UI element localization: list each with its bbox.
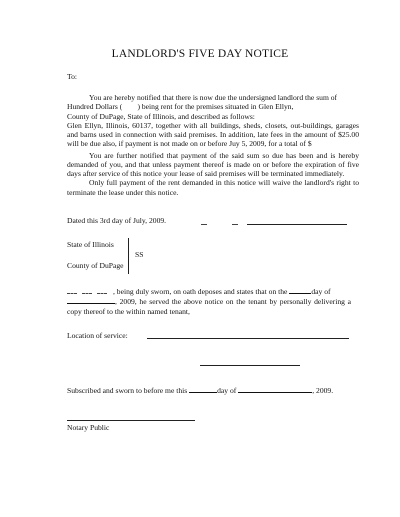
- venue-bracket: [128, 238, 129, 274]
- subscribed-text-a: Subscribed and sworn to before me this: [67, 386, 188, 395]
- sworn-paragraph: [67, 286, 351, 316]
- notice-text: Hundred Dollars (: [67, 102, 123, 112]
- subscribed-month-blank: [238, 385, 312, 393]
- notice-paragraph-3: Only full payment of the rent demanded in this notice will waive the landlord's right to terminate the lease under this notice.: [67, 178, 359, 197]
- subscribed-day-blank: [189, 385, 217, 393]
- service-day-blank: [289, 286, 311, 294]
- subscribed-text: [67, 385, 333, 395]
- dated-text: Dated this 3rd day of July, 2009.: [67, 216, 167, 225]
- dated-dash: [232, 224, 238, 225]
- subscribed-text-c: , 2009.: [312, 386, 334, 395]
- notice-text: County of DuPage, State of Illinois, and described as follows:: [67, 111, 255, 121]
- notice-paragraph-2: You are further notified that payment of the said sum so due has been and is hereby demanded of you, and that unless payment thereof is made on or before the expiration of five days after service of this notice your lease of said premises will be terminated immediately.: [67, 150, 359, 178]
- ss-label: SS: [135, 250, 144, 259]
- service-month-blank: [67, 296, 115, 304]
- notice-text: ) being rent for the premises situated in Glen Ellyn,: [137, 102, 294, 112]
- affiant-signature-line: [200, 365, 300, 366]
- location-label: Location of service:: [67, 331, 128, 340]
- notice-text: Glen Ellyn, Illinois, 60137, together with all buildings, sheds, closets, out-buildings, garages and barns used in connection with said premises. In addition, late fees in the amount of $25.00 will be due also, if payment is not made on or before Juy 5, 2009, for a total of $: [67, 120, 359, 149]
- subscribed-text-b: day of: [217, 386, 237, 395]
- county-label: County of DuPage: [67, 261, 124, 270]
- notice-paragraph-1: [67, 93, 359, 112]
- dated-dash: [201, 224, 207, 225]
- to-label: To:: [67, 72, 78, 81]
- sworn-text: , 2009, he served the above notice on the tenant by personally delivering a copy thereof to the within named tenant,: [67, 297, 351, 316]
- notice-paragraph-1-cont: [67, 112, 359, 149]
- sworn-text: day of: [311, 287, 331, 296]
- signature-line-landlord: [247, 224, 347, 225]
- notary-label: Notary Public: [67, 423, 110, 432]
- notice-body: [67, 93, 359, 197]
- location-line: [147, 338, 349, 339]
- document-title: LANDLORD'S FIVE DAY NOTICE: [111, 48, 289, 60]
- notice-text: You are hereby notified that there is now due the undersigned landlord the sum of: [89, 93, 338, 102]
- state-label: State of Illinois: [67, 240, 114, 249]
- sworn-text: , being duly sworn, on oath deposes and states that on the: [113, 287, 288, 296]
- notary-signature-line: [67, 420, 195, 421]
